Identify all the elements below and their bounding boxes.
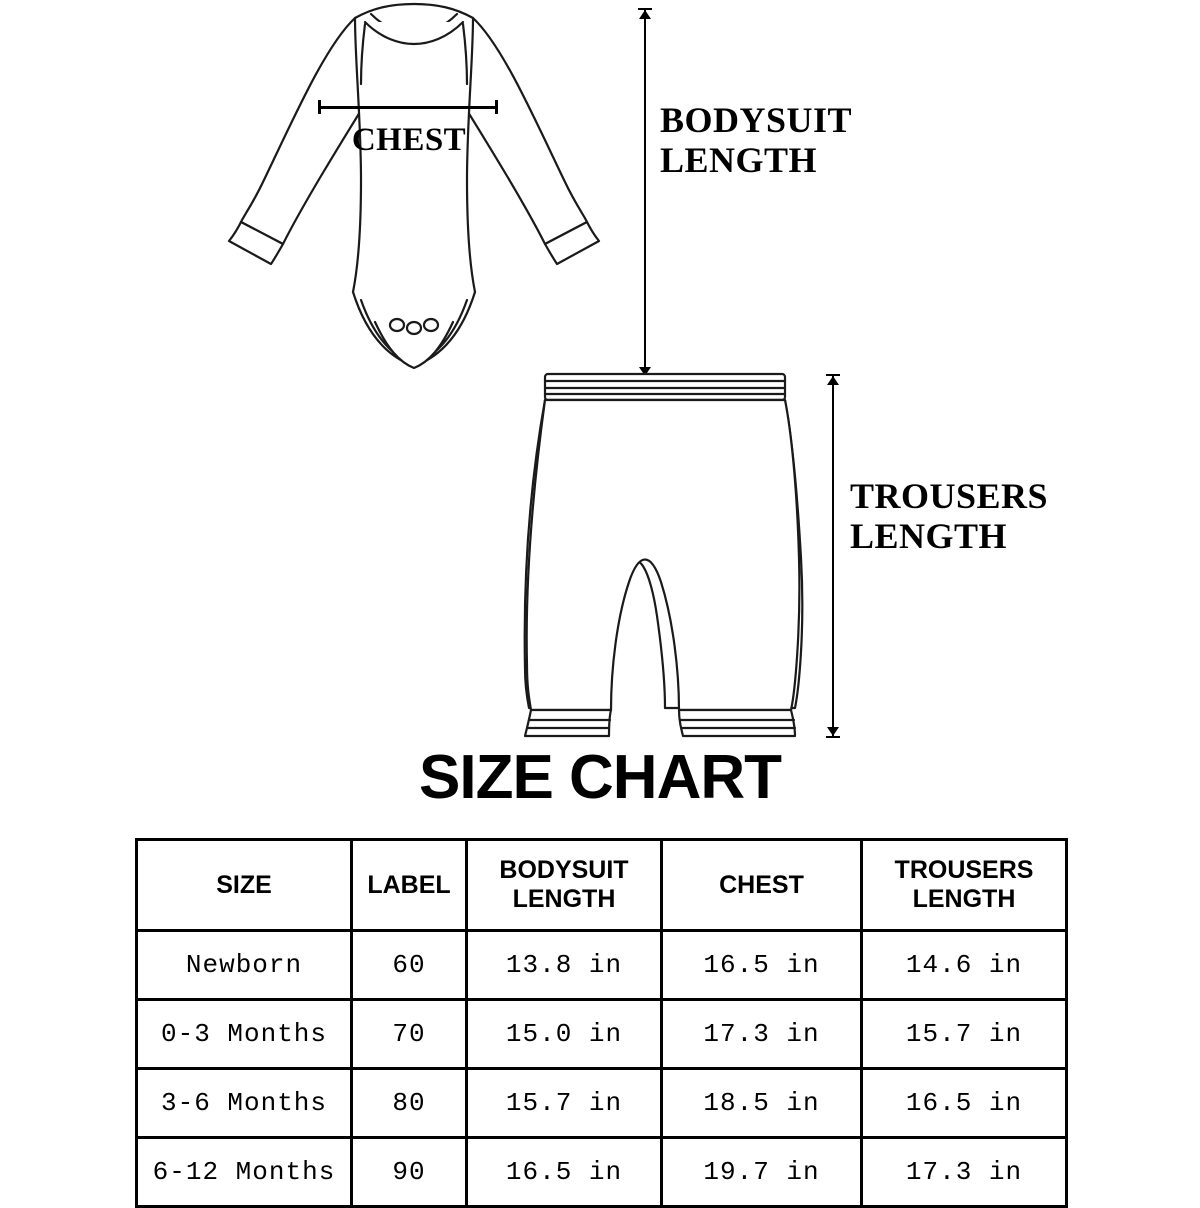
header-chest	[662, 840, 862, 931]
cell-bodysuit-length: 13.8 in	[467, 931, 662, 1000]
table-row	[137, 1138, 1067, 1207]
header-bodysuit-length-line1: BODYSUIT	[499, 856, 629, 885]
table-row	[137, 931, 1067, 1000]
bodysuit-length-label-line1: BODYSUIT	[660, 100, 853, 140]
header-label-line1: LABEL	[367, 870, 451, 899]
trousers-length-label-line1: TROUSERS	[850, 476, 1049, 516]
cell-chest: 16.5 in	[662, 931, 862, 1000]
table-row	[137, 1000, 1067, 1069]
cell-label: 70	[352, 1000, 467, 1069]
cell-trousers-length: 14.6 in	[862, 931, 1067, 1000]
bodysuit-illustration	[205, 0, 625, 390]
cell-chest: 17.3 in	[662, 1000, 862, 1069]
header-bodysuit-length-line2: LENGTH	[512, 885, 616, 913]
cell-trousers-length: 15.7 in	[862, 1000, 1067, 1069]
cell-size: 6-12 Months	[137, 1138, 352, 1207]
cell-label: 80	[352, 1069, 467, 1138]
header-chest-line1: CHEST	[719, 870, 804, 899]
table-header-row	[137, 840, 1067, 931]
cell-size: Newborn	[137, 931, 352, 1000]
header-trousers-length-line1: TROUSERS	[894, 856, 1034, 885]
header-label	[352, 840, 467, 931]
header-size	[137, 840, 352, 931]
cell-size: 3-6 Months	[137, 1069, 352, 1138]
cell-size: 0-3 Months	[137, 1000, 352, 1069]
chest-measure-arrow	[318, 100, 498, 114]
cell-trousers-length: 16.5 in	[862, 1069, 1067, 1138]
chest-label: CHEST	[351, 122, 467, 158]
cell-bodysuit-length: 16.5 in	[467, 1138, 662, 1207]
header-size-line1: SIZE	[216, 870, 272, 899]
header-trousers-length	[862, 840, 1067, 931]
trousers-length-label-line2: LENGTH	[850, 516, 1008, 557]
header-trousers-length-line2: LENGTH	[912, 885, 1016, 913]
table-row	[137, 1069, 1067, 1138]
trousers-length-arrow	[826, 374, 840, 738]
trousers-illustration	[505, 368, 825, 743]
page-title: SIZE CHART	[419, 743, 781, 812]
cell-bodysuit-length: 15.0 in	[467, 1000, 662, 1069]
header-bodysuit-length	[467, 840, 662, 931]
size-chart-table	[135, 838, 1068, 1208]
cell-chest: 19.7 in	[662, 1138, 862, 1207]
bodysuit-length-arrow	[638, 8, 652, 378]
cell-trousers-length: 17.3 in	[862, 1138, 1067, 1207]
bodysuit-length-label-line2: LENGTH	[660, 140, 818, 181]
cell-label: 60	[352, 931, 467, 1000]
bodysuit-length-label	[660, 100, 1080, 181]
trousers-length-label	[850, 476, 1200, 557]
cell-label: 90	[352, 1138, 467, 1207]
cell-chest: 18.5 in	[662, 1069, 862, 1138]
cell-bodysuit-length: 15.7 in	[467, 1069, 662, 1138]
